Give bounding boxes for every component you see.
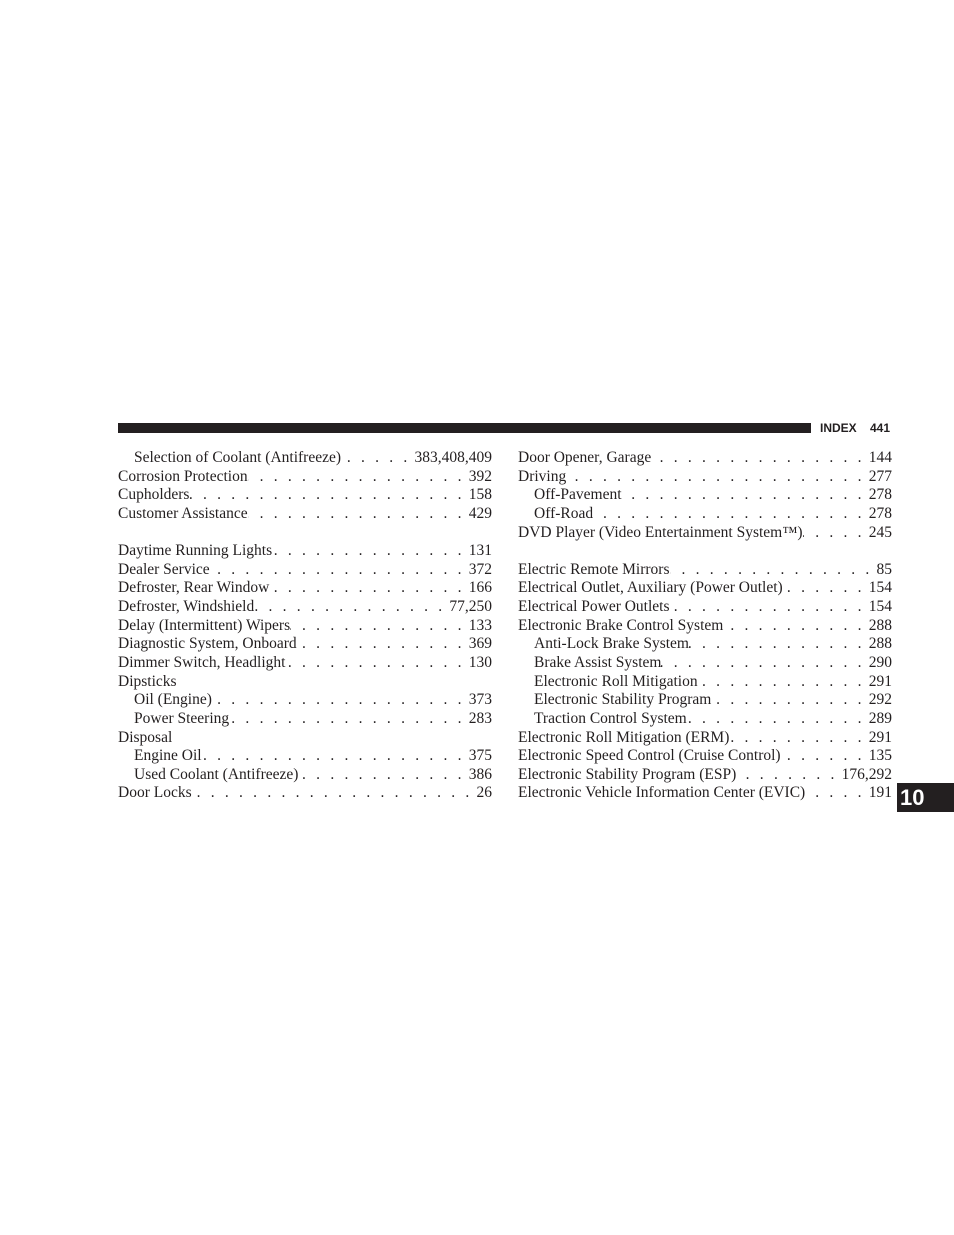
index-entry bbox=[518, 505, 892, 524]
dot-leader bbox=[622, 486, 869, 505]
index-page-ref: 283 bbox=[468, 709, 492, 727]
index-page-ref: 158 bbox=[468, 486, 492, 504]
header-page-number: 441 bbox=[870, 421, 891, 435]
index-page-ref: 166 bbox=[468, 579, 492, 597]
index-term: Customer Assistance bbox=[118, 504, 248, 522]
index-term: Electronic Brake Control System bbox=[518, 616, 724, 634]
index-entry bbox=[518, 598, 892, 617]
index-page-ref: 278 bbox=[868, 486, 892, 504]
index-page-ref: 130 bbox=[468, 654, 492, 671]
index-page-ref: 383,408,409 bbox=[414, 449, 492, 466]
index-entry bbox=[118, 784, 492, 803]
index-term: Defroster, Rear Window bbox=[118, 579, 270, 597]
dot-leader bbox=[298, 766, 468, 785]
index-term: Dimmer Switch, Headlight bbox=[118, 654, 286, 671]
dot-leader bbox=[341, 449, 414, 468]
index-page-ref: 144 bbox=[868, 449, 892, 466]
index-entry bbox=[118, 486, 492, 505]
index-page-ref: 85 bbox=[876, 560, 892, 578]
index-page-ref: 288 bbox=[868, 635, 892, 653]
dot-leader bbox=[212, 691, 469, 710]
index-entry bbox=[118, 766, 492, 785]
index-term: Power Steering bbox=[134, 709, 230, 727]
index-term: Corrosion Protection bbox=[118, 467, 248, 485]
dot-leader bbox=[297, 635, 469, 654]
index-entry bbox=[518, 766, 892, 785]
index-page-ref: 176,292 bbox=[841, 765, 892, 783]
dot-leader bbox=[698, 673, 869, 692]
index-page-ref: 154 bbox=[868, 579, 892, 597]
dot-leader bbox=[566, 468, 869, 487]
index-term: Dealer Service bbox=[118, 560, 210, 578]
dot-leader bbox=[670, 598, 869, 617]
index-page-ref: 26 bbox=[476, 784, 492, 802]
index-entry bbox=[118, 449, 492, 468]
index-page-ref: 288 bbox=[868, 616, 892, 634]
index-term: Daytime Running Lights bbox=[118, 542, 273, 560]
index-term: Electronic Stability Program (ESP) bbox=[518, 765, 737, 783]
index-page-ref: 292 bbox=[868, 691, 892, 709]
dot-leader bbox=[189, 486, 468, 505]
dot-leader bbox=[272, 542, 469, 561]
index-entry bbox=[118, 598, 492, 617]
index-term: Electronic Roll Mitigation (ERM) bbox=[518, 728, 730, 746]
index-page-ref: 372 bbox=[468, 560, 492, 578]
index-entry bbox=[118, 542, 492, 561]
dot-leader bbox=[269, 579, 468, 598]
index-term: Electric Remote Mirrors bbox=[518, 560, 670, 578]
dot-leader bbox=[783, 579, 869, 598]
dot-leader bbox=[593, 505, 869, 524]
index-entry bbox=[518, 691, 892, 710]
index-entry bbox=[518, 468, 892, 487]
index-term: DVD Player (Video Entertainment System™) bbox=[518, 523, 803, 541]
header-rule bbox=[118, 423, 811, 433]
header-index-label: INDEX bbox=[820, 421, 857, 435]
dot-leader bbox=[736, 766, 841, 785]
index-entry bbox=[118, 673, 492, 692]
dot-leader bbox=[711, 691, 868, 710]
dot-leader bbox=[805, 784, 869, 803]
index-entry bbox=[118, 561, 492, 580]
index-term: Delay (Intermittent) Wipers bbox=[118, 616, 291, 634]
index-entry bbox=[118, 654, 492, 673]
index-page-ref: 373 bbox=[468, 691, 492, 709]
dot-leader bbox=[202, 747, 469, 766]
index-term: Cupholders bbox=[118, 486, 190, 504]
index-column-left bbox=[118, 449, 492, 803]
index-term: Off-Pavement bbox=[534, 486, 622, 504]
dot-leader bbox=[689, 635, 869, 654]
index-entry bbox=[118, 729, 492, 748]
index-entry bbox=[118, 617, 492, 636]
index-term: Electrical Outlet, Auxiliary (Power Outlet) bbox=[518, 579, 783, 597]
index-entry bbox=[518, 635, 892, 654]
index-term: Used Coolant (Antifreeze) bbox=[134, 765, 299, 783]
index-term: Driving bbox=[518, 467, 567, 485]
index-page-ref: 131 bbox=[468, 542, 492, 560]
dot-leader bbox=[687, 710, 869, 729]
index-page-ref: 77,250 bbox=[449, 598, 492, 616]
dot-leader bbox=[729, 729, 868, 748]
index-entry bbox=[118, 747, 492, 766]
index-term: Diagnostic System, Onboard bbox=[118, 635, 297, 653]
dot-leader bbox=[651, 449, 869, 468]
index-term: Electronic Speed Control (Cruise Control) bbox=[518, 747, 781, 765]
index-entry bbox=[118, 710, 492, 729]
index-page-ref: 278 bbox=[868, 504, 892, 522]
index-page-ref: 386 bbox=[468, 765, 492, 783]
index-entry bbox=[118, 505, 492, 524]
index-term: Electronic Vehicle Information Center (EVIC) bbox=[518, 784, 806, 802]
index-term: Disposal bbox=[118, 728, 173, 746]
dot-leader bbox=[290, 617, 469, 636]
index-page-ref: 429 bbox=[468, 504, 492, 522]
index-term: Dipsticks bbox=[118, 672, 177, 690]
index-page-ref: 369 bbox=[468, 635, 492, 653]
index-term: Oil (Engine) bbox=[134, 691, 212, 709]
index-entry bbox=[518, 747, 892, 766]
section-tab: 10 bbox=[897, 783, 954, 812]
dot-leader bbox=[248, 468, 469, 487]
dot-leader bbox=[192, 784, 477, 803]
index-page-ref: 154 bbox=[868, 598, 892, 616]
index-page-ref: 291 bbox=[868, 728, 892, 746]
index-entry bbox=[518, 524, 892, 543]
index-term: Traction Control System bbox=[534, 709, 687, 727]
index-entry bbox=[518, 654, 892, 673]
dot-leader bbox=[285, 654, 468, 673]
index-entry bbox=[118, 635, 492, 654]
index-page-ref: 133 bbox=[468, 616, 492, 634]
dot-leader bbox=[670, 561, 877, 580]
index-entry bbox=[518, 673, 892, 692]
index-entry bbox=[518, 486, 892, 505]
index-term: Selection of Coolant (Antifreeze) bbox=[134, 449, 342, 466]
index-entry bbox=[518, 784, 892, 803]
index-page-ref: 277 bbox=[868, 467, 892, 485]
index-term: Electronic Roll Mitigation bbox=[534, 672, 698, 690]
dot-leader bbox=[661, 654, 868, 673]
index-entry bbox=[518, 561, 892, 580]
index-term: Door Opener, Garage bbox=[518, 449, 652, 466]
index-entry bbox=[518, 579, 892, 598]
dot-leader bbox=[210, 561, 469, 580]
index-term: Engine Oil bbox=[134, 747, 202, 765]
index-term: Door Locks bbox=[118, 784, 192, 802]
index-page-ref: 135 bbox=[868, 747, 892, 765]
dot-leader bbox=[781, 747, 869, 766]
index-term: Electrical Power Outlets bbox=[518, 598, 670, 616]
index-entry bbox=[518, 710, 892, 729]
dot-leader bbox=[254, 598, 449, 617]
dot-leader bbox=[248, 505, 469, 524]
index-page-ref: 291 bbox=[868, 672, 892, 690]
index-entry bbox=[518, 449, 892, 468]
index-entry bbox=[518, 729, 892, 748]
index-term: Electronic Stability Program bbox=[534, 691, 712, 709]
index-term: Defroster, Windshield bbox=[118, 598, 255, 616]
index-page-ref: 290 bbox=[868, 654, 892, 671]
index-entry bbox=[118, 579, 492, 598]
index-page-ref: 375 bbox=[468, 747, 492, 765]
index-entry bbox=[518, 617, 892, 636]
index-page-ref: 392 bbox=[468, 467, 492, 485]
index-column-right bbox=[518, 449, 892, 803]
index-term: Anti-Lock Brake System bbox=[534, 635, 689, 653]
index-term: Brake Assist System bbox=[534, 654, 662, 671]
index-term: Off-Road bbox=[534, 504, 594, 522]
dot-leader bbox=[229, 710, 469, 729]
index-page-ref: 289 bbox=[868, 709, 892, 727]
index-entry bbox=[118, 691, 492, 710]
dot-leader bbox=[723, 617, 868, 636]
index-entry bbox=[118, 468, 492, 487]
index-page-ref: 245 bbox=[868, 523, 892, 541]
dot-leader bbox=[803, 524, 869, 543]
index-page-ref: 191 bbox=[868, 784, 892, 802]
